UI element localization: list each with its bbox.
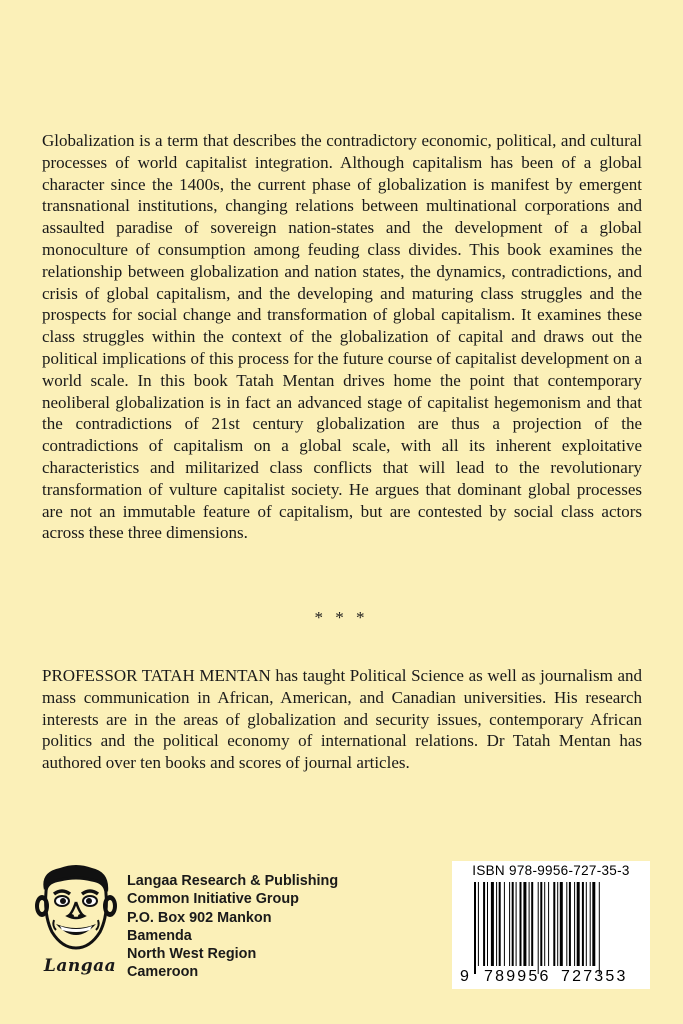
- barcode-bar: [499, 882, 501, 966]
- barcode-bar: [496, 882, 497, 966]
- barcode-bar: [569, 882, 571, 966]
- publisher-block: [30, 860, 430, 990]
- barcode-bar: [544, 882, 545, 966]
- barcode-bar: [509, 882, 510, 966]
- publisher-group: Common Initiative Group: [127, 891, 299, 908]
- isbn-label: ISBN 978-9956-727-35-3: [472, 863, 630, 878]
- section-separator: * * *: [314, 608, 369, 627]
- barcode-bar: [590, 882, 591, 966]
- barcode-bar: [553, 882, 555, 966]
- barcode-bar: [512, 882, 514, 966]
- barcode-bar: [491, 882, 494, 966]
- barcode-bars-icon: [474, 882, 634, 974]
- barcode-bar: [483, 882, 485, 966]
- barcode-bar: [538, 882, 539, 974]
- publisher-region: North West Region: [127, 946, 257, 963]
- langaa-logo: [30, 860, 122, 985]
- publisher-city: Bamenda: [127, 927, 192, 944]
- barcode-bar: [474, 882, 476, 974]
- publisher-address: [127, 872, 338, 982]
- barcode-bar: [516, 882, 517, 966]
- langaa-face-icon: [30, 860, 122, 960]
- barcode-bar: [586, 882, 587, 966]
- barcode-bar: [599, 882, 600, 974]
- barcode-bar: [548, 882, 549, 966]
- publisher-country: Cameroon: [127, 964, 199, 981]
- publisher-po-box: P.O. Box 902 Mankon: [127, 909, 272, 926]
- barcode-digit-lead: 9: [460, 968, 469, 985]
- barcode-bar: [523, 882, 526, 966]
- barcode-digit-group-left: 789956: [484, 968, 551, 985]
- barcode-bar: [574, 882, 575, 966]
- barcode-bar: [566, 882, 567, 966]
- barcode-bar: [520, 882, 522, 966]
- barcode-digits: [452, 968, 650, 988]
- isbn-barcode: [452, 861, 650, 989]
- barcode-digit-group-right: 727353: [561, 968, 628, 985]
- barcode-bar: [557, 882, 558, 966]
- barcode-bar: [582, 882, 584, 966]
- author-bio: PROFESSOR TATAH MENTAN has taught Political Science as well as journalism and mass communication in African, American, and Canadian universities. His research interests are in the areas of globalization and security issues, contemporary African politics and the political economy of international relations. Dr Tatah Mentan has authored over ten books and scores of journal articles.: [42, 666, 642, 773]
- barcode-bar: [487, 882, 488, 966]
- barcode-bar: [592, 882, 595, 966]
- barcode-bar: [531, 882, 533, 966]
- barcode-bar: [504, 882, 505, 966]
- barcode-bar: [529, 882, 530, 966]
- logo-wordmark: Langaa: [43, 956, 117, 976]
- barcode-bar: [478, 882, 479, 966]
- back-cover-blurb: Globalization is a term that describes the contradictory economic, political, and cultural processes of world capitalist integration. Although capitalism has been of a global character since the 1400s, the current phase of globalization is manifest by emergent transnational institutions, changing relations between multinational corporations and assaulted paradise of sovereign nation-states and the development of a global monoculture of consumption among feuding class divides. This book examines the relationship between globalization and nation states, the dynamics, contradictions, and crisis of global capitalism, and the developing and maturing class struggles and the prospects for social change and transformation of global capitalism. It examines these class struggles within the context of the globalization of capital and draws out the political implications of this process for the future course of capitalist development on a world scale. In this book Tatah Mentan drives home the point that contemporary neoliberal globalization is in fact an advanced stage of capitalist hegemonism and that the contradictions of 21st century globalization are thus a projection of the contradictions of capitalism on a global scale, with all its inherent exploitative characteristics and militarized class conflicts that will lead to the revolutionary transformation of vulture capitalist society. He argues that dominant global processes are not an immutable feature of capitalism, but are contested by social class actors across these three dimensions.: [42, 131, 642, 543]
- barcode-bar: [577, 882, 580, 966]
- publisher-name: Langaa Research & Publishing: [127, 873, 339, 889]
- barcode-bar: [540, 882, 542, 966]
- barcode-bar: [560, 882, 563, 966]
